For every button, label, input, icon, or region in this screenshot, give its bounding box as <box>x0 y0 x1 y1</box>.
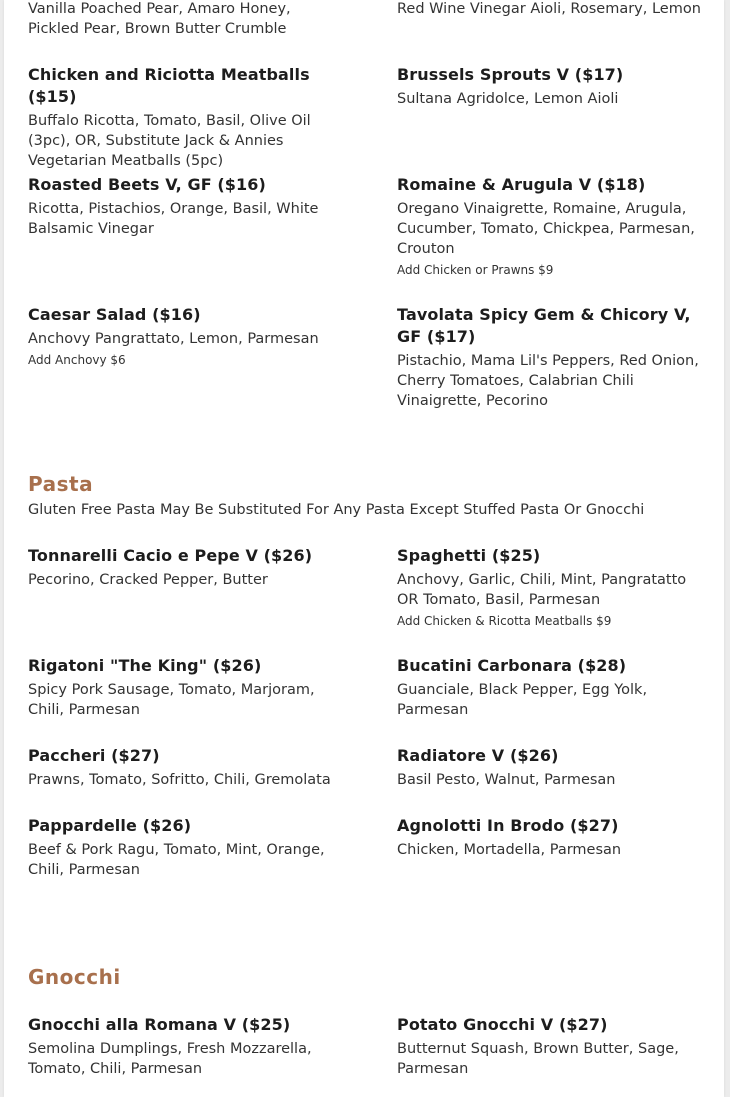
item-name: Agnolotti In Brodo ($27) <box>397 816 619 835</box>
item-name: Gnocchi alla Romana V ($25) <box>28 1015 291 1034</box>
item-name: Caesar Salad ($16) <box>28 305 201 324</box>
item-name: Paccheri ($27) <box>28 746 160 765</box>
menu-item <box>397 64 707 109</box>
item-name: Spaghetti ($25) <box>397 546 541 565</box>
section-title-pasta: Pasta <box>28 472 94 496</box>
menu-item <box>397 174 707 279</box>
item-description: Vanilla Poached Pear, Amaro Honey, Pickled Pear, Brown Butter Crumble <box>28 1 291 37</box>
item-name: Tavolata Spicy Gem & Chicory V, GF ($17) <box>397 305 691 346</box>
item-description: Spicy Pork Sausage, Tomato, Marjoram, Chili, Parmesan <box>28 682 315 718</box>
item-description: Pecorino, Cracked Pepper, Butter <box>28 572 268 588</box>
menu-item <box>397 655 707 720</box>
menu-item <box>28 64 338 171</box>
menu-item <box>28 0 338 39</box>
item-description: Sultana Agridolce, Lemon Aioli <box>397 91 619 107</box>
menu-item <box>28 655 338 720</box>
item-name: Radiatore V ($26) <box>397 746 559 765</box>
item-name: Romaine & Arugula V ($18) <box>397 175 646 194</box>
menu-page <box>4 0 724 1097</box>
item-description: Anchovy, Garlic, Chili, Mint, Pangratatto OR Tomato, Basil, Parmesan <box>397 572 687 608</box>
item-description: Guanciale, Black Pepper, Egg Yolk, Parmesan <box>397 682 648 718</box>
menu-item <box>397 0 707 19</box>
menu-item <box>397 745 707 790</box>
item-name: Chicken and Riciotta Meatballs ($15) <box>28 65 310 106</box>
item-name: Bucatini Carbonara ($28) <box>397 656 627 675</box>
menu-item <box>28 174 338 239</box>
menu-item <box>397 545 707 630</box>
item-description: Prawns, Tomato, Sofritto, Chili, Gremolata <box>28 772 331 788</box>
item-name: Rigatoni "The King" ($26) <box>28 656 262 675</box>
item-name: Brussels Sprouts V ($17) <box>397 65 624 84</box>
section-note: Gluten Free Pasta May Be Substituted For Any Pasta Except Stuffed Pasta Or Gnocchi <box>28 502 645 518</box>
item-description: Butternut Squash, Brown Butter, Sage, Parmesan <box>397 1041 679 1077</box>
menu-item <box>28 1014 338 1079</box>
item-description: Anchovy Pangrattato, Lemon, Parmesan <box>28 331 319 347</box>
menu-item <box>28 304 338 369</box>
item-description: Pistachio, Mama Lil's Peppers, Red Onion, Cherry Tomatoes, Calabrian Chili Vinaigrette, Pecorino <box>397 353 699 409</box>
item-name: Tonnarelli Cacio e Pepe V ($26) <box>28 546 313 565</box>
item-description: Buffalo Ricotta, Tomato, Basil, Olive Oil (3pc), OR, Substitute Jack & Annies Vegetarian Meatballs (5pc) <box>28 113 311 169</box>
item-addon: Add Chicken & Ricotta Meatballs $9 <box>397 614 612 628</box>
item-name: Pappardelle ($26) <box>28 816 192 835</box>
item-addon: Add Chicken or Prawns $9 <box>397 263 554 277</box>
menu-item <box>397 1014 707 1079</box>
item-description: Ricotta, Pistachios, Orange, Basil, White Balsamic Vinegar <box>28 201 319 237</box>
item-name: Potato Gnocchi V ($27) <box>397 1015 608 1034</box>
item-description: Chicken, Mortadella, Parmesan <box>397 842 622 858</box>
item-description: Red Wine Vinegar Aioli, Rosemary, Lemon <box>397 1 701 17</box>
menu-item <box>28 545 338 590</box>
item-description: Oregano Vinaigrette, Romaine, Arugula, Cucumber, Tomato, Chickpea, Parmesan, Crouton <box>397 201 695 257</box>
menu-item <box>28 745 338 790</box>
menu-item <box>397 815 707 860</box>
item-addon: Add Anchovy $6 <box>28 353 126 367</box>
item-description: Semolina Dumplings, Fresh Mozzarella, Tomato, Chili, Parmesan <box>28 1041 312 1077</box>
menu-item <box>28 815 338 880</box>
item-description: Beef & Pork Ragu, Tomato, Mint, Orange, Chili, Parmesan <box>28 842 325 878</box>
menu-item <box>397 304 707 411</box>
item-name: Roasted Beets V, GF ($16) <box>28 175 266 194</box>
section-title-gnocchi: Gnocchi <box>28 965 121 989</box>
item-description: Basil Pesto, Walnut, Parmesan <box>397 772 616 788</box>
